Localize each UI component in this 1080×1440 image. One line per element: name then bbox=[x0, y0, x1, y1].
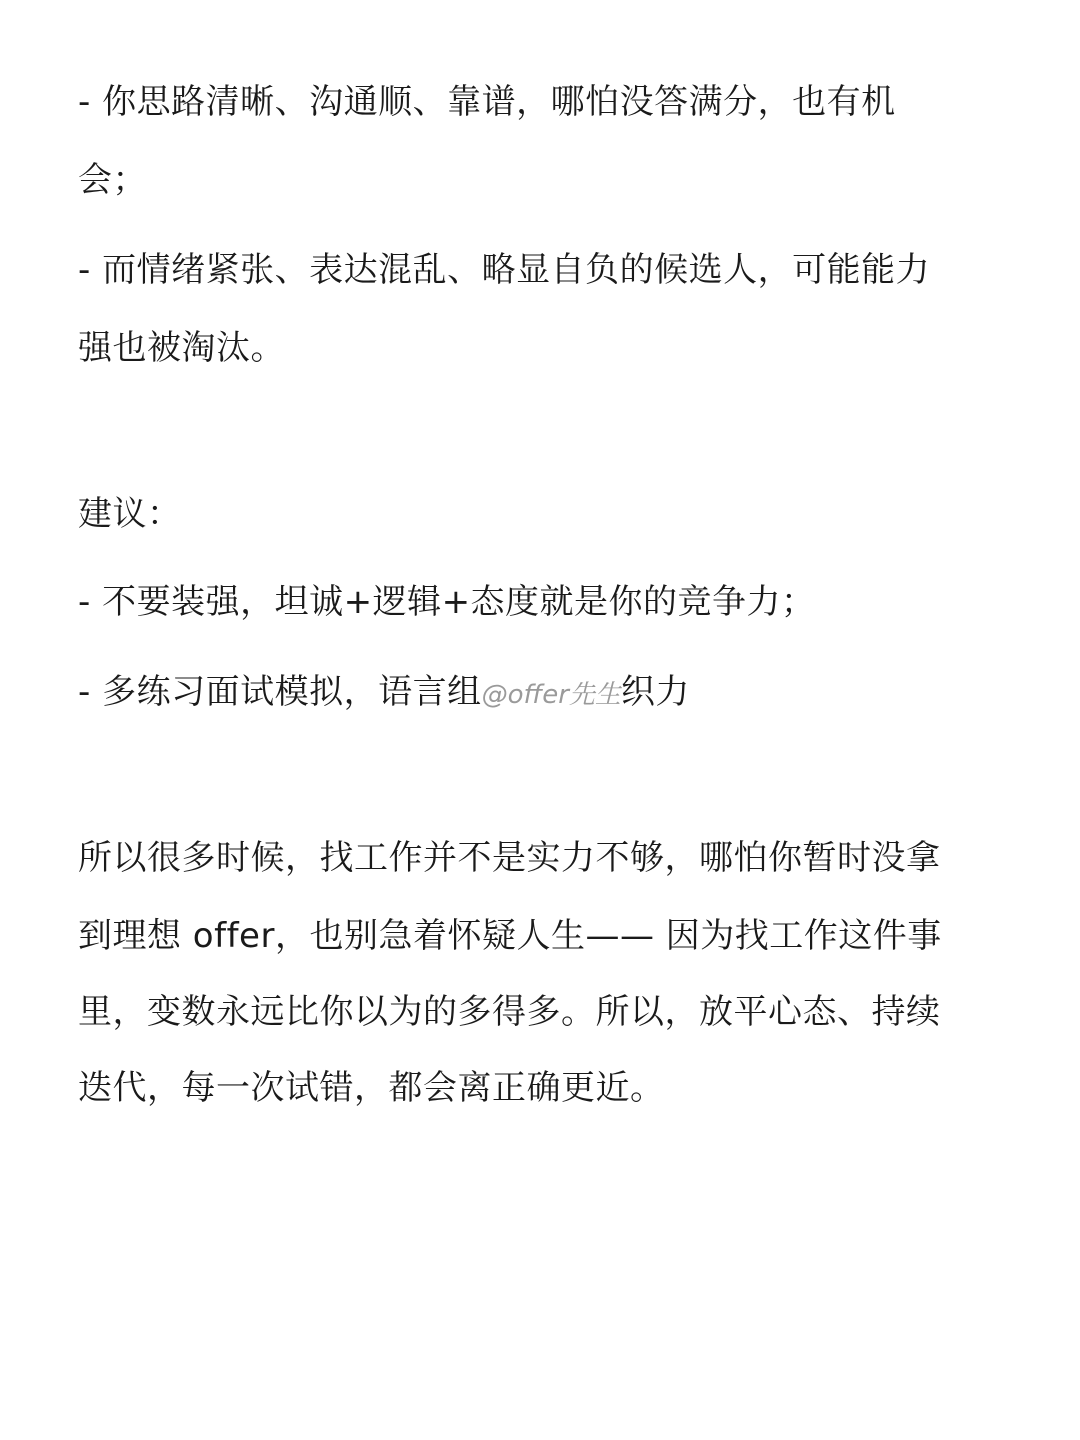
paragraph-line: 强也被淘汰。 bbox=[78, 328, 285, 368]
advice-item bbox=[78, 672, 690, 715]
advice-heading: 建议： bbox=[78, 494, 182, 534]
paragraph-line: - 你思路清晰、沟通顺、靠谱，哪怕没答满分，也有机 bbox=[78, 82, 896, 122]
advice-item: - 不要装强，坦诚+逻辑+态度就是你的竞争力； bbox=[78, 582, 816, 622]
advice-item-text: - 多练习面试模拟，语言组 bbox=[78, 672, 482, 712]
watermark: @offer先生 bbox=[481, 680, 621, 710]
paragraph-line: 里，变数永远比你以为的多得多。所以，放平心态、持续 bbox=[78, 992, 941, 1032]
paragraph-line: 迭代，每一次试错，都会离正确更近。 bbox=[78, 1068, 665, 1108]
paragraph-line: 到理想 offer，也别急着怀疑人生—— 因为找工作这件事 bbox=[78, 916, 942, 956]
paragraph-line: 所以很多时候，找工作并不是实力不够，哪怕你暂时没拿 bbox=[78, 838, 941, 878]
advice-item-text: 织力 bbox=[620, 672, 690, 712]
paragraph-line: 会； bbox=[78, 160, 147, 200]
paragraph-line: - 而情绪紧张、表达混乱、略显自负的候选人，可能能力 bbox=[78, 250, 931, 290]
